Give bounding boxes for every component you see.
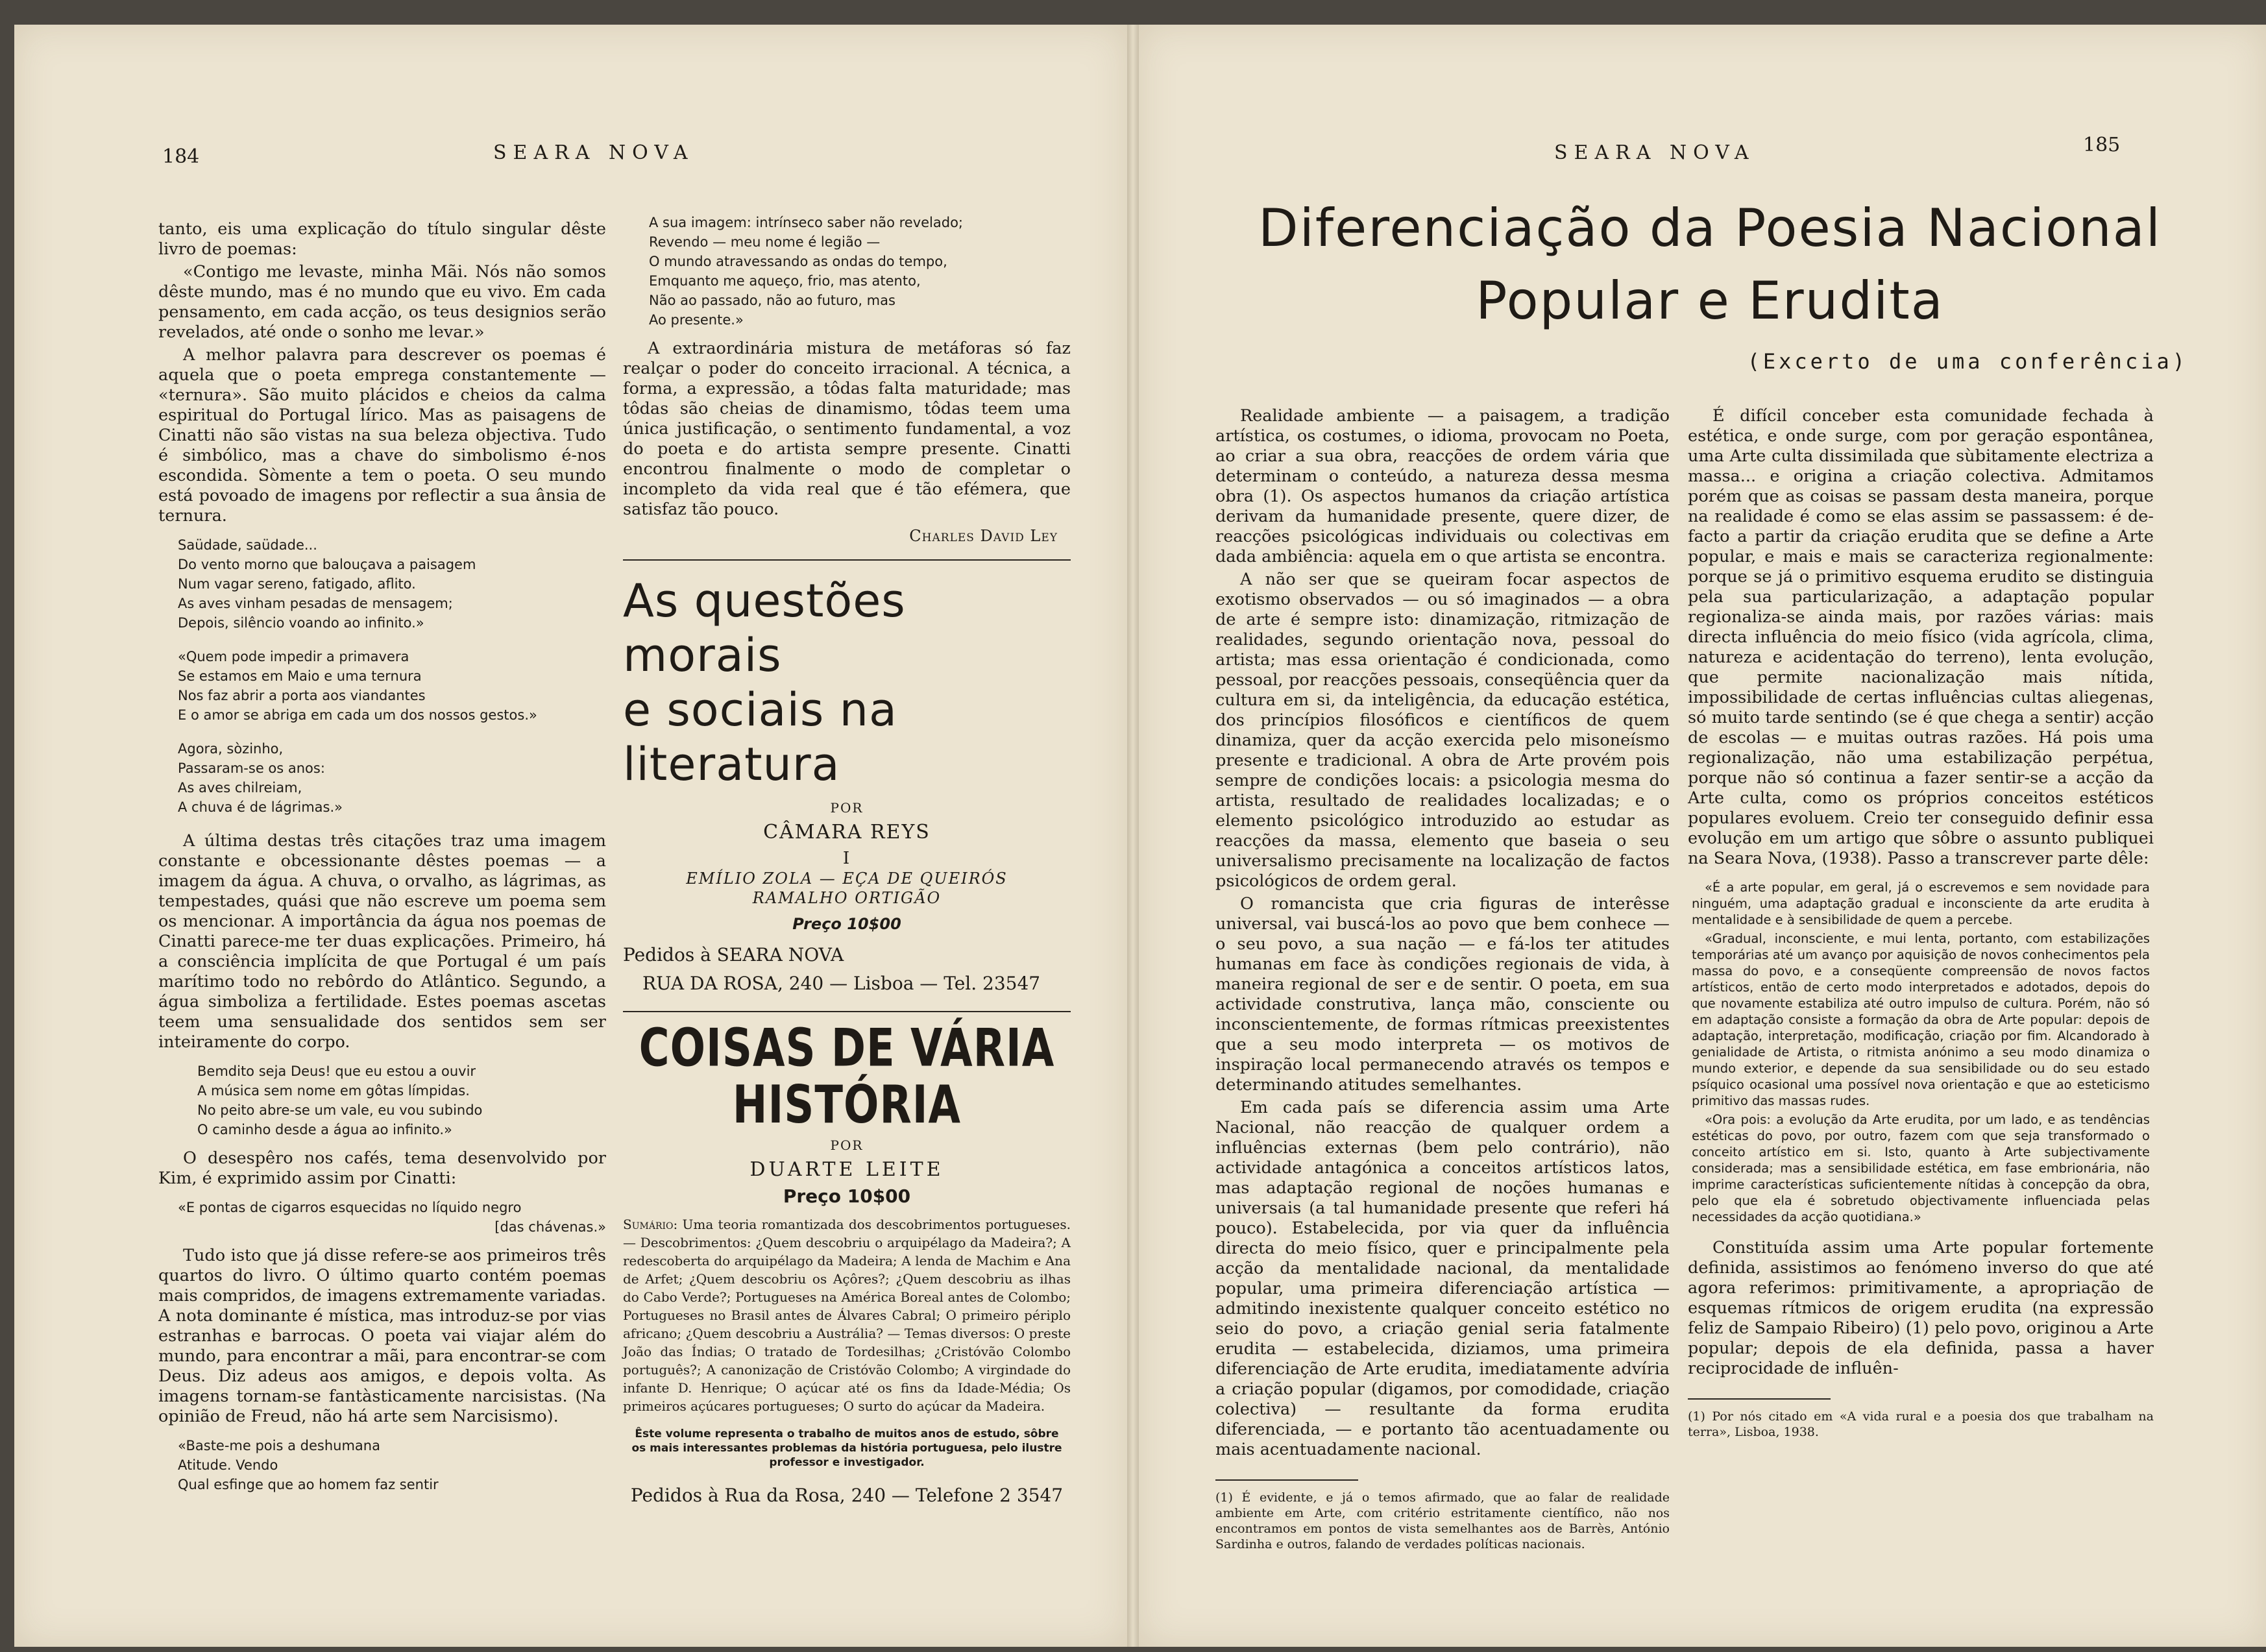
advert-author: DUARTE LEITE xyxy=(749,1158,944,1181)
poem-line: As aves chilreiam, xyxy=(178,780,302,796)
poem-line: Qual esfinge que ao homem faz sentir xyxy=(178,1477,439,1492)
poem-line: No peito abre-se um vale, eu vou subindo xyxy=(197,1102,483,1118)
poem-line: «Baste-me pois a deshumana xyxy=(178,1438,380,1453)
paragraph: tanto, eis uma explicação do título singular dêste livro de poemas: xyxy=(158,219,606,259)
paragraph: A extraordinária mistura de metáforas só faz realçar o poder do conceito irracional. A técnica, a forma, a expressão, a tôdas falta maturidade; mas tôdas são cheias de dinamismo, tôdas teem uma única justificação, o sentimento fundamental, a voz do poeta e do artista sempre presente. Cinatti encontrou finalmente o modo de completar o incompleto da vida real que é tão efémera, que satisfaz tão pouco. xyxy=(623,339,1071,519)
poem-line: Bemdito seja Deus! que eu estou a ouvir xyxy=(197,1063,476,1079)
right-column-2 xyxy=(1688,406,2154,1440)
advert-por: POR xyxy=(830,1137,864,1153)
advert-por: POR xyxy=(830,800,864,816)
divider xyxy=(623,1011,1071,1012)
paragraph: O romancista que cria figuras de interêsse universal, vai buscá-los ao povo que bem conhece — o seu povo, a sua nação — e fá-los ter atitudes humanas em face às condições regionais de vida, à maneira regional de ser e de sentir. O poeta, em sua actividade construtiva, lança mão, consciente ou inconscientemente, de formas rítmicas preexistentes que a seu modo interpreta — os motivos de inspiração local permanecendo através os tempos e determinando atitudes semelhantes. xyxy=(1215,894,1670,1095)
poem-quote xyxy=(178,1436,606,1494)
poem-line: Se estamos em Maio e uma ternura xyxy=(178,668,422,684)
author-signature: Charles David Ley xyxy=(909,527,1058,545)
advert-subtitle: RAMALHO ORTIGÃO xyxy=(752,889,942,907)
advert-coisas-varia-historia xyxy=(623,1019,1071,1510)
advert-price: Preço 10$00 xyxy=(792,915,901,933)
poem-line: A chuva é de lágrimas.» xyxy=(178,799,343,815)
poem-line: Nos faz abrir a porta aos viandantes xyxy=(178,688,426,703)
page-number: 184 xyxy=(162,145,200,168)
running-header: SEARA NOVA xyxy=(1554,141,1755,164)
running-header: SEARA NOVA xyxy=(493,141,694,164)
poem-line: Passaram-se os anos: xyxy=(178,760,325,776)
divider xyxy=(623,559,1071,561)
left-page xyxy=(14,25,1127,1647)
paragraph: A não ser que se queiram focar aspectos de exotismo observados — ou só imaginados — a obra de arte é sempre isto: dinamização, ritmização de realidades, segundo orientação nova, pessoal do artista; mas essa orientação é condicionada, como pessoal, por reacções pessoais, conseqüência quer da cultura em si, da inteligência, da educação estética, dos princípios filosóficos e científicos de quem dinamiza, quer da acção exercida pelo misoneísmo presente e tradicional. A obra de Arte provém pois sempre de condições locais: a psicologia mesma do artista, resultado de realidades localizadas; e o elemento psicológico introduzido ao estudar as reacções da massa, elemento que baseia o seu universalismo precisamente na localização de factos psicológicos de ordem geral. xyxy=(1215,570,1670,891)
quote-paragraph: «Gradual, inconsciente, e mui lenta, portanto, com estabilizações temporárias até um avanço por aquisição de novos conhecimentos pela massa do povo, e a conseqüente compreensão de novos factos artísticos, então de certo modo interpretados e adotados, depois do que novamente estabiliza até outro impulso de cultura. Porém, não só em adaptação consiste a formação da obra de Arte popular: depois de adaptação, interpretação, modificação, criação por fim. Alcandorado à genialidade de Artista, o ritmista anónimo a seu modo dinamiza o mundo exterior, e depende da sua sensibilidade ou do seu estado psíquico ocasional uma possível nova orientação e que ao esteticismo primitivo das massas rudes. xyxy=(1692,931,2150,1108)
advert-questoes-morais xyxy=(623,574,1071,998)
advert-author: CÂMARA REYS xyxy=(763,821,931,844)
poem-line: Ao presente.» xyxy=(649,312,744,328)
footnote: (1) Por nós citado em «A vida rural e a poesia dos que trabalham na terra», Lisboa, 1938. xyxy=(1688,1409,2154,1439)
advert-subtitle: EMÍLIO ZOLA — EÇA DE QUEIRÓS xyxy=(686,869,1008,888)
summary-label: Sumário: xyxy=(623,1217,678,1232)
poem-quote xyxy=(197,1062,606,1139)
footnote: (1) É evidente, e já o temos afirmado, que ao falar de realidade ambiente em Arte, com critério estritamente científico, não nos encontramos em pontos de vista semelhantes aos de Barrès, António Sardinha e outros, falando de verdades políticas nacionais. xyxy=(1215,1490,1670,1551)
summary-text: Uma teoria romantizada dos descobrimentos portugueses.— Descobrimentos: ¿Quem descobriu o arquipélago da Madeira?; A redescoberta do arquipélago da Madeira; A lenda de Machim e Ana de Arfet; ¿Quem descobriu os Açôres?; ¿Quem descobriu as ilhas do Cabo Verde?; Portugueses na América Boreal antes de Colombo; Portugueses no Brasil antes de Álvares Cabral; O primeiro périplo africano; ¿Quem descobriu a Austrália? — Temas diversos: O preste João das Índias; O tratado de Tordesilhas; ¿Cristóvão Colombo português?; A canonização de Cristóvão Colombo; A virgindade do infante D. Henrique; O açúcar até os fins da Idade-Média; Os primeiros açúcares portugueses; O surto do açúcar da Madeira. xyxy=(623,1217,1071,1414)
poem-line: E o amor se abriga em cada um dos nossos gestos.» xyxy=(178,707,537,723)
block-quote xyxy=(1692,879,2150,1225)
advert-orders: Pedidos à SEARA NOVA xyxy=(623,944,844,966)
advert-title: As questões morais xyxy=(623,574,906,682)
right-column-1 xyxy=(1215,406,1670,1552)
poem-line: Revendo — meu nome é legião — xyxy=(649,234,881,250)
article-subtitle: (Excerto de uma conferência) xyxy=(1747,349,2188,374)
advert-volume: I xyxy=(842,849,851,868)
paragraph: Tudo isto que já disse refere-se aos primeiros três quartos do livro. O último quarto contém poemas mais compridos, de imagens extremamente variadas. A nota dominante é mística, mas introduz-se por vias estranhas e barrocas. O poeta vai viajar além do mundo, para encontrar a mãi, para encontrar-se com Deus. Diz adeus aos amigos, e depois volta. As imagens tornam-se fantàsticamente narcisistas. (Na opinião de Freud, não há arte sem Narcisismo). xyxy=(158,1246,606,1426)
poem-line: Num vagar sereno, fatigado, aflito. xyxy=(178,576,416,592)
paragraph: A melhor palavra para descrever os poemas é aquela que o poeta emprega constantemente — «ternura». São muito plácidos e cheios da calma espiritual do Portugal lírico. Mas as paisagens de Cinatti não são vistas na sua beleza objectiva. Tudo é simbólico, mas a chave do simbolismo é-nos escondida. Sòmente a tem o poeta. O seu mundo está povoado de imagens por reflectir a sua ânsia de ternura. xyxy=(158,345,606,526)
poem-line: Não ao passado, não ao futuro, mas xyxy=(649,293,895,308)
advert-title: COISAS DE VÁRIA HISTÓRIA xyxy=(639,1019,1055,1136)
right-page xyxy=(1139,25,2266,1647)
binding-gutter xyxy=(1127,25,1139,1647)
poem-line: Depois, silêncio voando ao infinito.» xyxy=(178,615,424,631)
page-number: 185 xyxy=(2083,134,2121,156)
poem-line: Do vento morno que balouçava a paisagem xyxy=(178,557,476,572)
paragraph: É difícil conceber esta comunidade fechada à estética, e onde surge, com por geração espontânea, uma Arte culta dissimilada que sùbitamente electriza a massa... e origina a criação colectiva. Admitamos porém que as coisas se passam desta maneira, porque na realidade é como se elas assim se passassem: é de-facto a partir da criação erudita que se define a Arte popular, e mais e mais se caracteriza regionalmente: porque se já o primitivo esquema erudito se distinguia pela sua particularização, a adaptação popular regionaliza-se ainda mais, por razões várias: mais directa influência do meio físico (vida agrícola, clima, natureza e acidentação do terreno), lenta evolução, que permite nacionalização mais nítida, impossibilidade de certas influências cultas aliegenas, só muito tarde sentindo (se é que chega a sentir) acção de escolas — e muitas outras razões. Há pois uma regionalização, não uma estabilização perpétua, porque não só continua a fazer sentir-se a acção da Arte culta, como os próprios conceitos estéticos populares evoluem. Creio ter conseguido definir essa evolução em um artigo que sôbre o assunto publiquei na Seara Nova, (1938). Passo a transcrever parte dêle: xyxy=(1688,406,2154,868)
advert-title: e sociais na literatura xyxy=(623,683,897,791)
left-column-2 xyxy=(623,213,1071,1510)
advert-price: Preço 10$00 xyxy=(783,1185,911,1207)
article-title: Popular e Erudita xyxy=(1476,271,1944,331)
paragraph: A última destas três citações traz uma imagem constante e obcessionante dêstes poemas — a imagem da água. A chuva, o orvalho, as lágrimas, as tempestades, quási que não escreve um poema sem os mencionar. A importância da água nos poemas de Cinatti parece-me ter duas explicações. Primeiro, há a consciência implícita de que Portugal é um país marítimo todo no rebôrdo do Atlântico. Segundo, a água simboliza a fertilidade. Estes poemas ascetas teem uma sensualidade dos sentidos sem ser inteiramente do corpo. xyxy=(158,831,606,1052)
paragraph: «Contigo me levaste, minha Mãi. Nós não somos dêste mundo, mas é no mundo que eu vivo. Em cada pensamento, em cada acção, os teus designios serão revelados, até onde o sonho me levar.» xyxy=(158,262,606,342)
advert-orders: Pedidos à Rua da Rosa, 240 — Telefone 2 3547 xyxy=(630,1485,1064,1506)
poem-quote xyxy=(178,1198,606,1237)
paragraph: Em cada país se diferencia assim uma Arte Nacional, não reacção de qualquer ordem a influências externas (bem pelo contrário), não actividade antagónica a conceitos artísticos latos, mas adaptação regional de noções humanas e universais (a tal humanidade presente que referi há pouco). Estabelecida, por via quer da influência directa do meio físico, quer e principalmente pela acção da mentalidade nacional, da mentalidade popular, uma primeira diferenciação artística — admitindo inexistente qualquer conceito estético no seio do povo, a criação genial seria fatalmente erudita — estabelecida, diziamos, uma primeira diferenciação de Arte erudita, imediatamente advíria a criação popular (digamos, por comodidade, criação colectiva) — resultante da forma erudita diferenciada, — e portanto tão acentuadamente ou mais acentuadamente nacional. xyxy=(1215,1098,1670,1459)
poem-line: A música sem nome em gôtas límpidas. xyxy=(197,1083,470,1099)
paragraph: Realidade ambiente — a paisagem, a tradição artística, os costumes, o idioma, provocam no Poeta, ao criar a sua obra, reacções de ordem vária que determinam o conteúdo, a natureza dessa mesma obra (1). Os aspectos humanos da criação artística derivam da humanidade presente, quere dizer, de reacções psicológicas individuais ou colectivas em dada ambiência: aquela em o que artista se encontra. xyxy=(1215,406,1670,566)
article-title: Diferenciação da Poesia Nacional xyxy=(1258,198,2162,258)
poem-line: As aves vinham pesadas de mensagem; xyxy=(178,596,453,611)
poem-line: A sua imagem: intrínseco saber não revelado; xyxy=(649,215,964,230)
paragraph: Constituída assim uma Arte popular fortemente definida, assistimos ao fenómeno inverso do que até agora referimos: primitivamente, a apropriação de esquemas rítmicos de origem erudita (na expressão feliz de Sampaio Ribeiro) (1) pelo povo, originou a Arte popular; depois de ela definida, passa a haver reciprocidade de influên- xyxy=(1688,1238,2154,1378)
advert-summary xyxy=(623,1215,1071,1415)
advert-address: RUA DA ROSA, 240 — Lisboa — Tel. 23547 xyxy=(642,973,1041,994)
left-column-1 xyxy=(158,219,606,1503)
poem-quote xyxy=(178,535,606,817)
poem-line: [das chávenas.» xyxy=(494,1219,606,1235)
paragraph: O desespêro nos cafés, tema desenvolvido por Kim, é exprimido assim por Cinatti: xyxy=(158,1148,606,1188)
poem-line: Emquanto me aqueço, frio, mas atento, xyxy=(649,273,921,289)
poem-line: «E pontas de cigarros esquecidas no líquido negro xyxy=(178,1200,522,1215)
advert-note: Êste volume representa o trabalho de muitos anos de estudo, sôbre os mais interessantes problemas da história portuguesa, pelo ilustre professor e investigador. xyxy=(631,1427,1062,1469)
poem-line: Agora, sòzinho, xyxy=(178,741,284,757)
footnote-divider xyxy=(1215,1479,1358,1481)
poem-line: «Quem pode impedir a primavera xyxy=(178,649,409,664)
quote-paragraph: «É a arte popular, em geral, já o escrevemos e sem novidade para ninguém, uma adaptação gradual e inconsciente da arte erudita à mentalidade e à sensibilidade de quem a percebe. xyxy=(1692,880,2150,927)
poem-quote xyxy=(649,213,1071,330)
poem-line: O mundo atravessando as ondas do tempo, xyxy=(649,254,947,269)
poem-line: O caminho desde a água ao infinito.» xyxy=(197,1122,452,1137)
quote-paragraph: «Ora pois: a evolução da Arte erudita, por um lado, e as tendências estéticas do povo, por outro, fazem com que seja transformado o conceito artístico em si. Isto, quanto à Arte subjectivamente considerada; mas a sensibilidade estética, em fase embrionária, não imprime características suficientemente nítidas à concepção da obra, pelo que ela é sobretudo objectivamente influenciada pelas necessidades da acção quotidiana.» xyxy=(1692,1112,2150,1224)
poem-line: Atitude. Vendo xyxy=(178,1457,278,1473)
footnote-divider xyxy=(1688,1398,1831,1400)
poem-line: Saüdade, saüdade... xyxy=(178,537,317,553)
